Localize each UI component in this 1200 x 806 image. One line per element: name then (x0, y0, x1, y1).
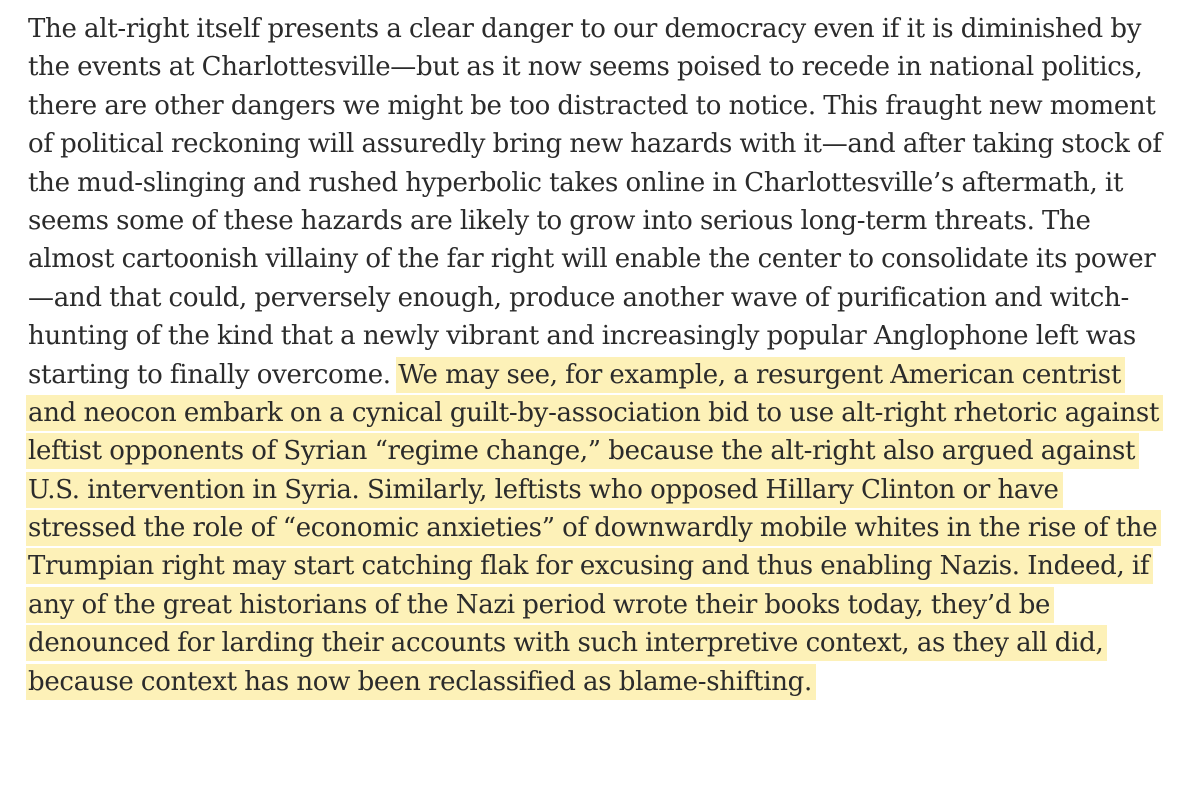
highlighted-text-segment: leftist opponents of Syrian “regime change,” because the alt-right also argued against (26, 433, 1139, 469)
highlighted-line (28, 394, 1188, 432)
highlighted-line (28, 547, 1188, 585)
highlighted-text-segment: because context has now been reclassified as blame-shifting. (26, 664, 816, 700)
highlighted-text-segment: and neocon embark on a cynical guilt-by-association bid to use alt-right rhetoric against (26, 395, 1163, 431)
article-paragraph (28, 10, 1188, 701)
text-line: The alt-right itself presents a clear danger to our democracy even if it is diminished by (28, 14, 1142, 44)
text-line: of political reckoning will assuredly bring new hazards with it—and after taking stock of (28, 129, 1162, 160)
highlighted-line (28, 471, 1188, 509)
highlighted-text-segment: denounced for larding their accounts with such interpretive context, as they all did, (26, 625, 1107, 661)
text-line: the events at Charlottesville—but as it now seems poised to recede in national politics, (28, 52, 1143, 83)
highlighted-text-segment: Trumpian right may start catching flak for excusing and thus enabling Nazis. Indeed, if (26, 548, 1153, 584)
highlighted-line (28, 432, 1188, 470)
highlighted-text-segment: U.S. intervention in Syria. Similarly, leftists who opposed Hillary Clinton or have (26, 472, 1063, 508)
highlighted-text-segment: stressed the role of “economic anxieties” of downwardly mobile whites in the rise of the (26, 510, 1161, 546)
highlighted-line (28, 509, 1188, 547)
highlighted-text-segment: We may see, for example, a resurgent American centrist (396, 357, 1125, 393)
text-line: —and that could, perversely enough, produce another wave of purification and witch- (28, 282, 1129, 313)
text-line: hunting of the kind that a newly vibrant and increasingly popular Anglophone left was (28, 321, 1136, 352)
highlighted-text-segment: any of the great historians of the Nazi period wrote their books today, they’d be (26, 587, 1054, 623)
highlighted-line (28, 663, 1188, 701)
highlighted-line (28, 624, 1188, 662)
text-line: the mud-slinging and rushed hyperbolic takes online in Charlottesville’s aftermath, it (28, 167, 1124, 198)
text-line: there are other dangers we might be too distracted to notice. This fraught new moment (28, 90, 1156, 121)
highlighted-line (28, 586, 1188, 624)
text-line: almost cartoonish villainy of the far right will enable the center to consolidate its power (28, 244, 1156, 275)
text-line: seems some of these hazards are likely to grow into serious long-term threats. The (28, 205, 1091, 236)
text-line-transition (28, 356, 1188, 394)
plain-text-segment: starting to finally overcome. (28, 359, 391, 390)
